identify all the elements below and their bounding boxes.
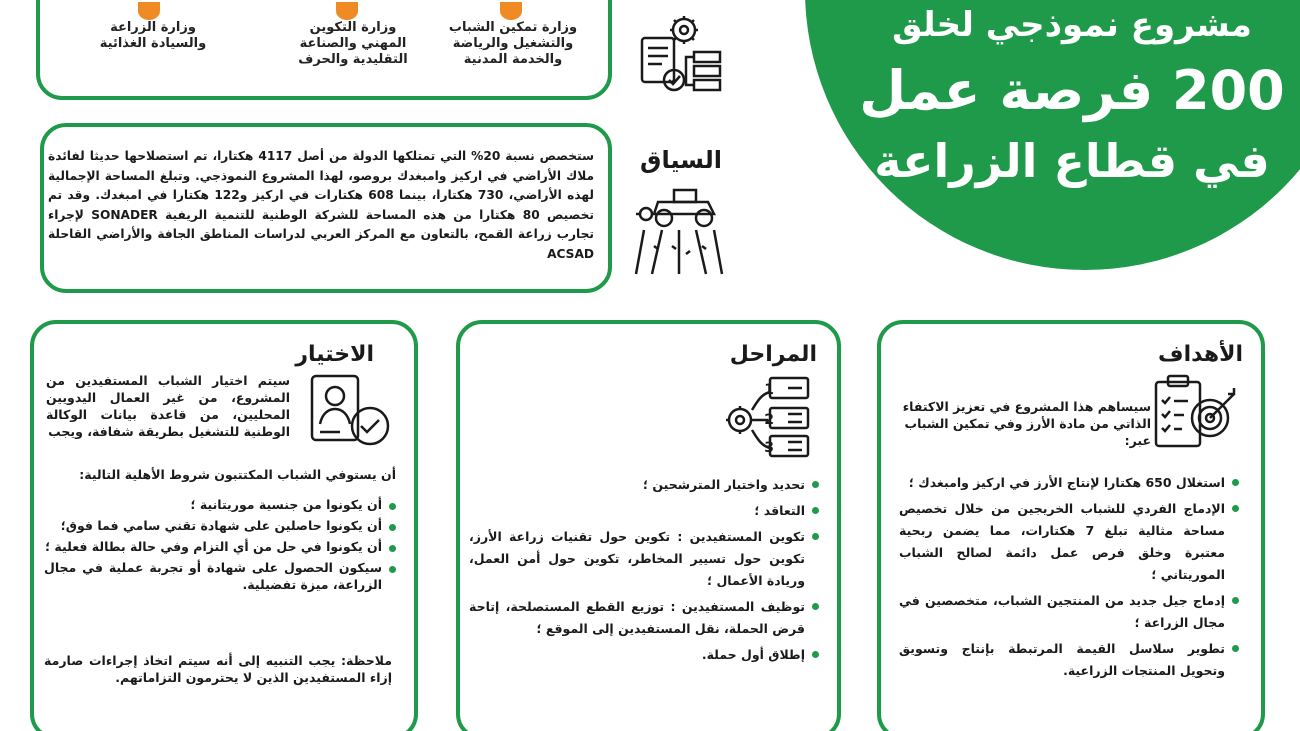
stages-title: المراحل — [729, 342, 817, 367]
ministry-vocational: وزارة التكوين المهني والصناعة التقليدية والحرف — [298, 20, 408, 67]
list-item: إطلاق أول حملة. — [469, 644, 819, 666]
list-item: أن يكونوا في حل من أي التزام وفي حالة بطالة فعلية ؛ — [44, 538, 396, 555]
list-item: تكوين المستفيدين : تكوين حول تقنيات زراعة الأرز، تكوين حول تسيير المخاطر، تكوين حول أمن العمل، وريادة الأعمال ؛ — [469, 526, 819, 592]
hero-title — [850, 0, 1300, 230]
goals-title: الأهداف — [1158, 342, 1243, 367]
selection-title: الاختيار — [295, 342, 374, 367]
ministry-youth: وزارة تمكين الشباب والتشغيل والرياضة والخدمة المدنية — [448, 20, 578, 67]
step-label: 3 — [764, 440, 774, 456]
list-item: تحديد واختيار المترشحين ؛ — [469, 474, 819, 496]
list-item: الإدماج الفردي للشباب الخريجين من خلال تخصيص مساحة مثالية تبلغ 7 هكتارات، مما يضمن ربحية معتبرة وخلق فرص عمل دائمة لصالح الشباب الموريتاني ؛ — [899, 498, 1239, 586]
hero-line-1: مشروع نموذجي لخلق — [892, 5, 1252, 45]
selection-list — [44, 496, 396, 597]
context-text: ستخصص نسبة 20% التي تمتلكها الدولة من أصل 4117 هكتارا، تم استصلاحها حديثا لفائدة ملاك الأراضي في اركيز وامبغدك بروصو، لهذا المشروع النموذجي. وتبلغ المساحة الإجمالية لهذه الأراضي، 730 هكتارا، بينما 608 هكتارات في اركيز و122 هكتارا في امبغدك. وقد تم تخصيص 80 هكتارا من هذه المساحة للشركة الوطنية للتنمية الريفية SONADER لإجراء تجارب زراعة القمح، بالتعاون مع المركز العربي لدراسات المناطق الجافة والأراضي القاحلة ACSAD — [48, 149, 594, 261]
selection-intro: سيتم اختيار الشباب المستفيدين من المشروع، من غير العمال اليدويين المحليين، من قاعدة بيانات الوكالة الوطنية للتشغيل بطريقة شفافة، ويجب — [46, 373, 290, 439]
orange-marker — [336, 2, 358, 20]
selection-conditions-intro: أن يستوفي الشباب المكتتبون شروط الأهلية التالية: — [79, 467, 396, 482]
context-title: السياق — [640, 146, 722, 174]
steps-list-icon — [722, 372, 814, 460]
list-item: أن يكونوا حاصلين على شهادة تقني سامي فما فوق؛ — [44, 517, 396, 534]
step-label: 1 — [764, 382, 774, 398]
selection-note: ملاحظة: يجب التنبيه إلى أنه سيتم اتخاذ إجراءات صارمة إزاء المستفيدين الذين لا يحترمون التزاماتهم. — [44, 653, 392, 685]
list-item: إدماج جيل جديد من المنتجين الشباب، متخصصين في مجال الزراعة ؛ — [899, 590, 1239, 634]
partners-box — [36, 0, 612, 100]
gears-checklist-icon — [636, 8, 726, 100]
step-label: 2 — [764, 412, 774, 428]
target-clipboard-icon — [1150, 372, 1240, 452]
ministry-agriculture: وزارة الزراعة والسيادة الغذائية — [99, 20, 207, 51]
orange-marker — [138, 2, 160, 20]
context-box — [40, 123, 612, 293]
hero-line-2: 200 فرصة عمل — [859, 59, 1285, 122]
stages-list — [469, 474, 819, 670]
goals-intro: سيساهم هذا المشروع في تعزيز الاكتفاء الذاتي من مادة الأرز وفي تمكين الشباب عبر: — [902, 399, 1151, 448]
list-item: التعاقد ؛ — [469, 500, 819, 522]
user-check-icon — [306, 372, 398, 452]
list-item: تطوير سلاسل القيمة المرتبطة بإنتاج وتسويق وتحويل المنتجات الزراعية. — [899, 638, 1239, 682]
goals-list — [899, 472, 1239, 686]
hero-line-3: في قطاع الزراعة — [874, 134, 1270, 188]
list-item: أن يكونوا من جنسية موريتانية ؛ — [44, 496, 396, 513]
list-item: استغلال 650 هكتارا لإنتاج الأرز في اركيز وامبغدك ؛ — [899, 472, 1239, 494]
list-item: سيكون الحصول على شهادة أو تجربة عملية في مجال الزراعة، ميزة تفضيلية. — [44, 559, 396, 593]
tractor-field-icon — [634, 184, 724, 276]
list-item: توظيف المستفيدين : توزيع القطع المستصلحة، إتاحة قرض الحملة، نقل المستفيدين إلى الموقع ؛ — [469, 596, 819, 640]
orange-marker — [500, 2, 522, 20]
